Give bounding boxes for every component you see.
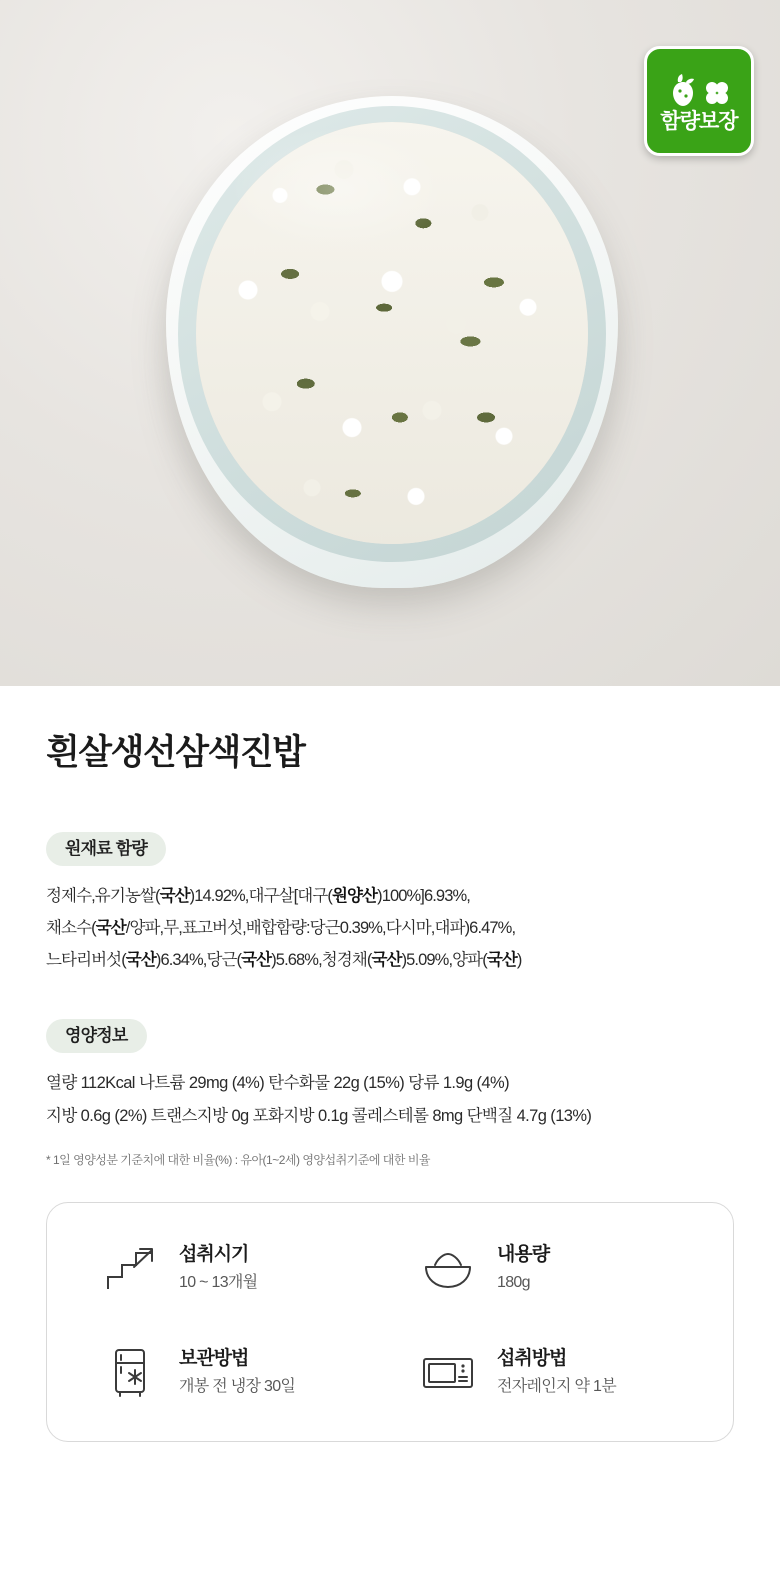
spec-value: 전자레인지 약 1분 — [497, 1378, 616, 1396]
spec-item-storage — [77, 1345, 385, 1401]
ingredients-heading: 원재료 함량 — [46, 832, 166, 866]
nutrition-section — [46, 1019, 734, 1168]
spec-value: 개봉 전 냉장 30일 — [179, 1378, 296, 1396]
quality-guarantee-badge — [644, 46, 754, 156]
product-spec-card — [46, 1202, 734, 1442]
ingredients-section — [46, 832, 734, 977]
spec-item-preparation — [395, 1345, 703, 1401]
rice-bowl-icon — [417, 1241, 479, 1297]
spec-item-feeding-age — [77, 1241, 385, 1297]
spec-label: 내용량 — [497, 1243, 550, 1265]
nutrition-heading: 영양정보 — [46, 1019, 147, 1053]
page-title: 흰살생선삼색진밥 — [46, 733, 305, 772]
spec-value: 10 ~ 13개월 — [179, 1274, 258, 1292]
nutrition-line: 열량 112Kcal 나트륨 29mg (4%) 탄수화물 22g (15%) 당류 1.9g (4%) — [46, 1073, 509, 1092]
spec-label: 섭취방법 — [497, 1347, 567, 1369]
hero-product-photo — [0, 0, 780, 686]
stairs-step-up-icon — [99, 1241, 161, 1297]
product-info-section — [0, 732, 780, 1442]
spec-label: 보관방법 — [179, 1347, 249, 1369]
nutrition-footnote: * 1일 영양성분 기준치에 대한 비율(%) : 유아(1~2세) 영양섭취기준에 대한 비율 — [46, 1152, 431, 1167]
spec-text-group — [497, 1346, 616, 1400]
spec-text-group — [179, 1346, 295, 1400]
radish-icon — [666, 73, 700, 109]
ingredients-line: 채소수(국산/양파,무,표고버섯,배합함량:당근0.39%,다시마,대파)6.47%, — [46, 919, 516, 938]
spec-label: 섭취시기 — [179, 1243, 249, 1265]
ingredients-line: 느타리버섯(국산)6.34%,당근(국산)5.68%,청경채(국산)5.09%,양파(국산) — [46, 951, 522, 970]
clover-icon — [702, 79, 732, 109]
spec-item-net-weight — [395, 1241, 703, 1297]
ingredients-body — [46, 880, 734, 977]
nutrition-body — [46, 1067, 734, 1133]
bowl-highlight — [229, 126, 446, 254]
refrigerator-icon — [99, 1345, 161, 1401]
rice-bowl — [166, 96, 618, 588]
spec-text-group — [497, 1242, 549, 1296]
spec-value: 180g — [497, 1274, 530, 1292]
spec-text-group — [179, 1242, 257, 1296]
badge-icon-group — [666, 67, 732, 109]
ingredients-line: 정제수,유기농쌀(국산)14.92%,대구살[대구(원양산)100%]6.93%, — [46, 887, 470, 905]
badge-label: 함량보장 — [660, 109, 738, 133]
nutrition-line: 지방 0.6g (2%) 트랜스지방 0g 포화지방 0.1g 콜레스테롤 8mg 단백질 4.7g (13%) — [46, 1106, 592, 1125]
microwave-icon — [417, 1345, 479, 1401]
